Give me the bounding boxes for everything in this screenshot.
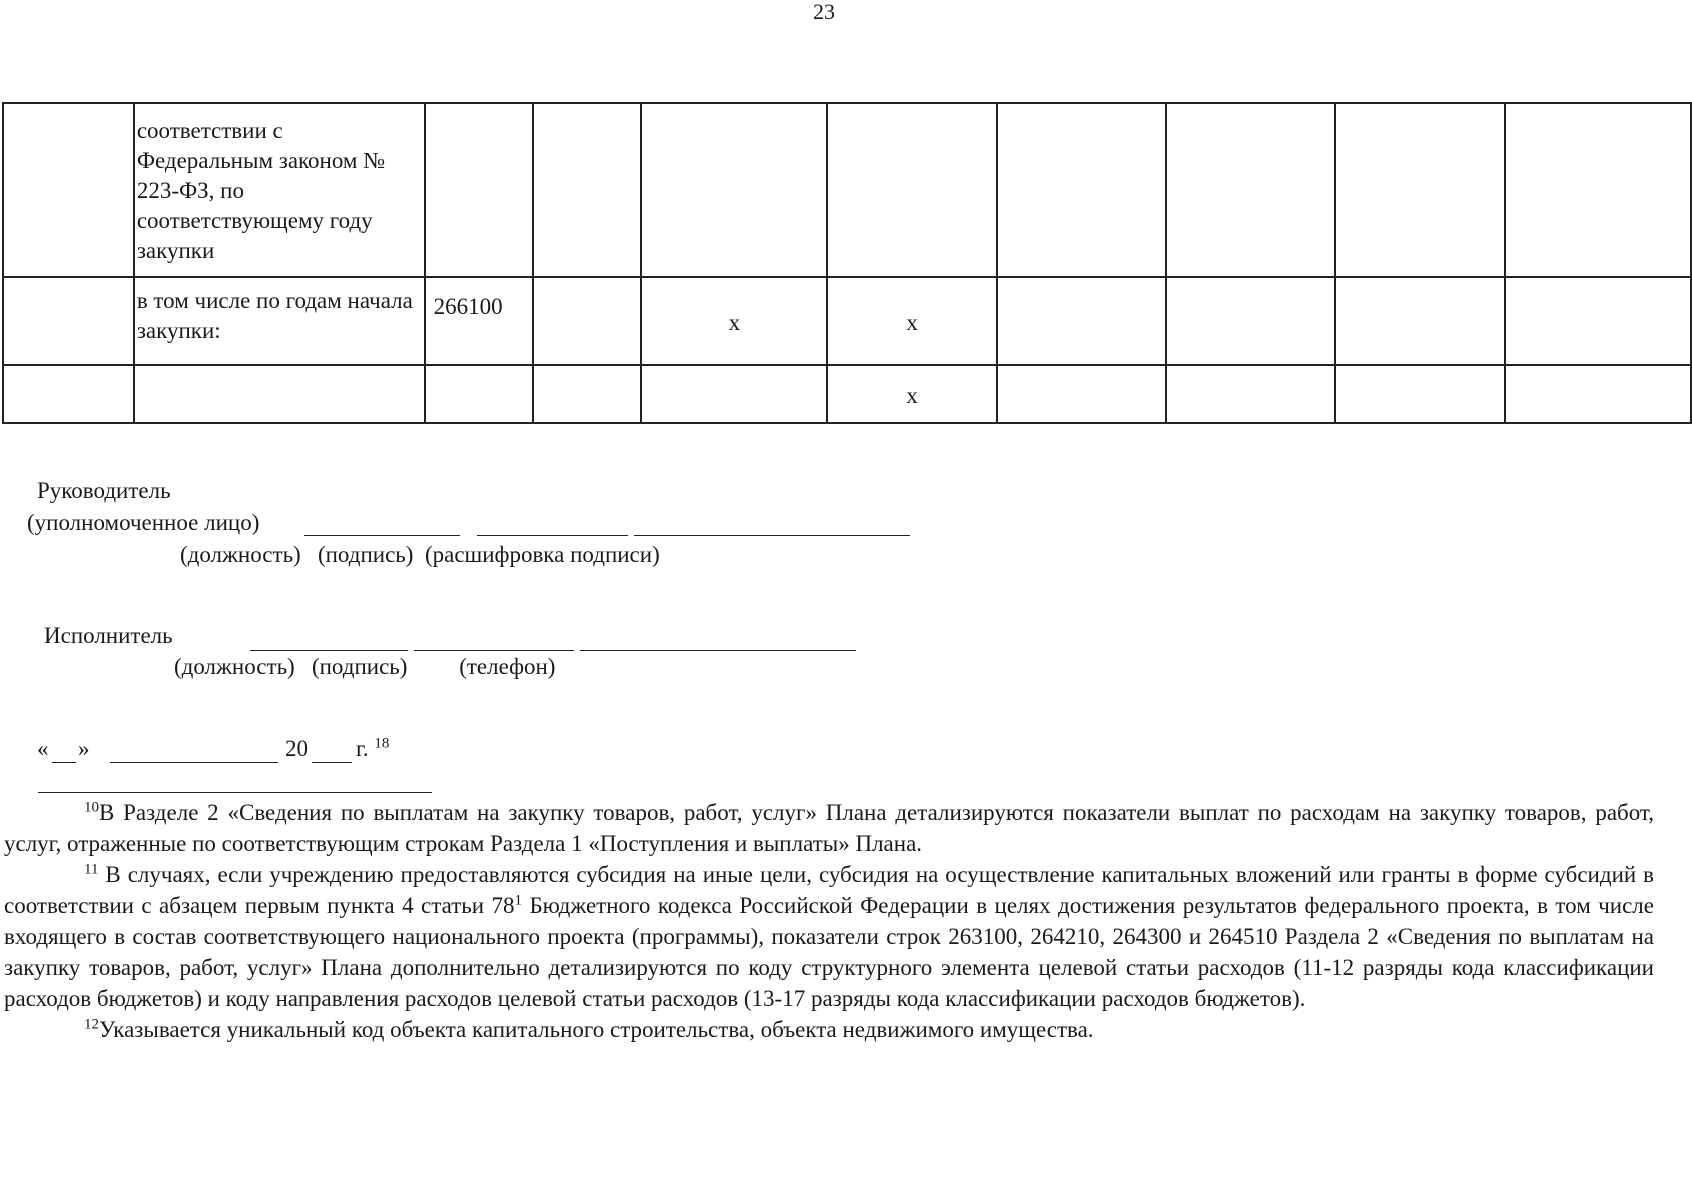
table-cell	[997, 277, 1166, 365]
executor-phone-line[interactable]	[580, 650, 856, 651]
executor-signature-line[interactable]	[414, 650, 574, 651]
footnote-ref: 12	[84, 1016, 99, 1033]
table-cell	[1505, 277, 1691, 365]
payments-table	[2, 102, 1692, 424]
footnote-12: $^{12}$Указывается уникальный код объекта капитального строительства, объекта недвижимого имущества.	[84, 1016, 1094, 1042]
table-cell	[533, 365, 642, 423]
date-day-line[interactable]	[52, 762, 76, 763]
date-quote-open: «	[37, 736, 49, 761]
table-cell	[1166, 365, 1336, 423]
head-label-authorized: (уполномоченное лицо)	[27, 510, 260, 535]
footnote-ref: 10	[84, 799, 99, 816]
date-year-prefix: 20	[285, 736, 308, 761]
table-cell-description: соответствии с Федеральным законом № 223-ФЗ, по соответствующему году закупки	[134, 103, 425, 277]
date-year-suffix: г. $^{18}$	[356, 735, 390, 761]
table-cell-number	[3, 103, 134, 277]
table-cell-x-mark: x	[827, 365, 997, 423]
head-name-line[interactable]	[634, 535, 910, 536]
footnote-10: $^{10}$В Разделе 2 «Сведения по выплатам на закупку товаров, работ, услуг» Плана детализируются показатели выплат по расходам на закупку товаров, работ, услуг, отраженные по соответствующим строкам Раздела 1 «Поступления и выплаты» Плана.	[4, 799, 1654, 856]
executor-captions: (должность) (подпись) (телефон)	[174, 654, 556, 679]
table-cell	[533, 277, 642, 365]
table-cell-number	[3, 365, 134, 423]
date-year-line[interactable]	[312, 762, 352, 763]
table-cell-description: в том числе по годам начала закупки:	[134, 277, 425, 365]
table-cell	[1166, 277, 1336, 365]
head-captions: (должность) (подпись) (расшифровка подписи)	[180, 542, 660, 567]
table-cell	[533, 103, 642, 277]
table-cell	[1335, 103, 1505, 277]
table-cell	[1166, 103, 1336, 277]
table-cell	[1505, 103, 1691, 277]
table-cell	[997, 365, 1166, 423]
table-cell	[1335, 277, 1505, 365]
date-quote-close: »	[78, 736, 90, 761]
table-row	[3, 365, 1691, 423]
footnote-separator	[38, 792, 432, 793]
footnotes	[4, 797, 1654, 1045]
table-row	[3, 277, 1691, 365]
executor-position-line[interactable]	[250, 650, 408, 651]
head-signature-line[interactable]	[477, 535, 628, 536]
table-row	[3, 103, 1691, 277]
footnote-ref: 18	[374, 735, 390, 752]
page-number: 23	[813, 0, 835, 24]
table-cell-number	[3, 277, 134, 365]
footnote-ref: 11	[84, 861, 99, 878]
head-position-line[interactable]	[304, 535, 460, 536]
table-cell-code	[425, 365, 533, 423]
table-cell-code	[425, 103, 533, 277]
table-cell	[1505, 365, 1691, 423]
table-cell-code: 266100	[425, 277, 533, 365]
table-cell	[997, 103, 1166, 277]
table-cell	[827, 103, 997, 277]
table-cell	[641, 365, 827, 423]
executor-label: Исполнитель	[44, 623, 173, 648]
table-cell	[1335, 365, 1505, 423]
table-cell-x-mark: x	[827, 277, 997, 365]
head-label: Руководитель	[37, 478, 171, 503]
date-month-line[interactable]	[110, 762, 278, 763]
footnote-11: $^{11}$ В случаях, если учреждению предоставляются субсидия на иные цели, субсидия на осуществление капитальных вложений или гранты в форме субсидий в соответствии с абзацем первым пункта 4 статьи $78^1$ Бюджетного кодекса Российской Федерации в целях достижения результатов федерального проекта, в том числе входящего в состав соответствующего национального проекта (программы), показатели строк 263100, 264210, 264300 и 264510 Раздела 2 «Сведения по выплатам на закупку товаров, работ, услуг» Плана дополнительно детализируются по коду структурного элемента целевой статьи расходов (11-12 разряды кода классификации расходов бюджетов) и коду направления расходов целевой статьи расходов (13-17 разряды кода классификации расходов бюджетов).	[4, 861, 1655, 1011]
table-cell	[641, 103, 827, 277]
table-cell-description	[134, 365, 425, 423]
table-cell-x-mark: x	[641, 277, 827, 365]
